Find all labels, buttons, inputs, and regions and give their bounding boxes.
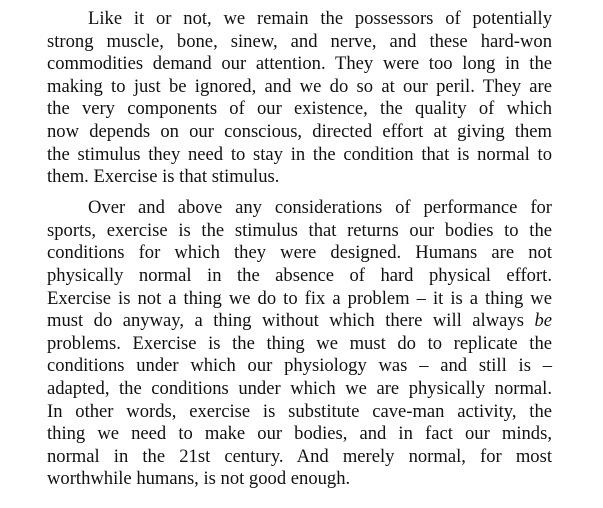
text-line: the very components of our existence, the quality of which	[47, 98, 552, 120]
text-line: In other words, exercise is substitute cave-man activity, the	[47, 400, 552, 422]
emphasized-word: be	[534, 310, 552, 332]
text-line: making to just be ignored, and we do so at our peril. They are	[47, 75, 552, 97]
text-line: worthwhile humans, is not good enough.	[47, 468, 351, 490]
text-line: problems. Exercise is the thing we must do to replicate the	[47, 332, 552, 354]
text-line: them. Exercise is that stimulus.	[47, 166, 280, 188]
text-line: conditions under which our physiology was – and still is –	[47, 355, 552, 377]
paragraph-1	[47, 8, 552, 189]
text-line: Over and above any considerations of performance for	[88, 197, 552, 219]
text-line: Exercise is not a thing we do to fix a problem – it is a thing we	[47, 287, 552, 309]
text-line: strong muscle, bone, sinew, and nerve, and these hard-won	[47, 30, 552, 52]
text-line: thing we need to make our bodies, and in fact our minds,	[47, 423, 552, 445]
text-line: the stimulus they need to stay in the condition that is normal to	[47, 143, 552, 165]
text-line: commodities demand our attention. They were too long in the	[47, 53, 552, 75]
text-line: sports, exercise is the stimulus that returns our bodies to the	[47, 219, 552, 241]
text-line	[47, 310, 552, 333]
text-line: adapted, the conditions under which we are physically normal.	[47, 378, 552, 399]
text-line: physically normal in the absence of hard physical effort.	[47, 265, 552, 287]
paragraph-2	[47, 197, 552, 491]
text-line: now depends on our conscious, directed effort at giving them	[47, 120, 552, 142]
text-line: Like it or not, we remain the possessors of potentially	[88, 8, 552, 29]
document-page	[47, 8, 552, 499]
text-segment: must do anyway, a thing without which there will always	[47, 310, 535, 332]
text-line: conditions for which they were designed. Humans are not	[47, 242, 552, 264]
text-line: normal in the 21st century. And merely normal, for most	[47, 445, 552, 467]
